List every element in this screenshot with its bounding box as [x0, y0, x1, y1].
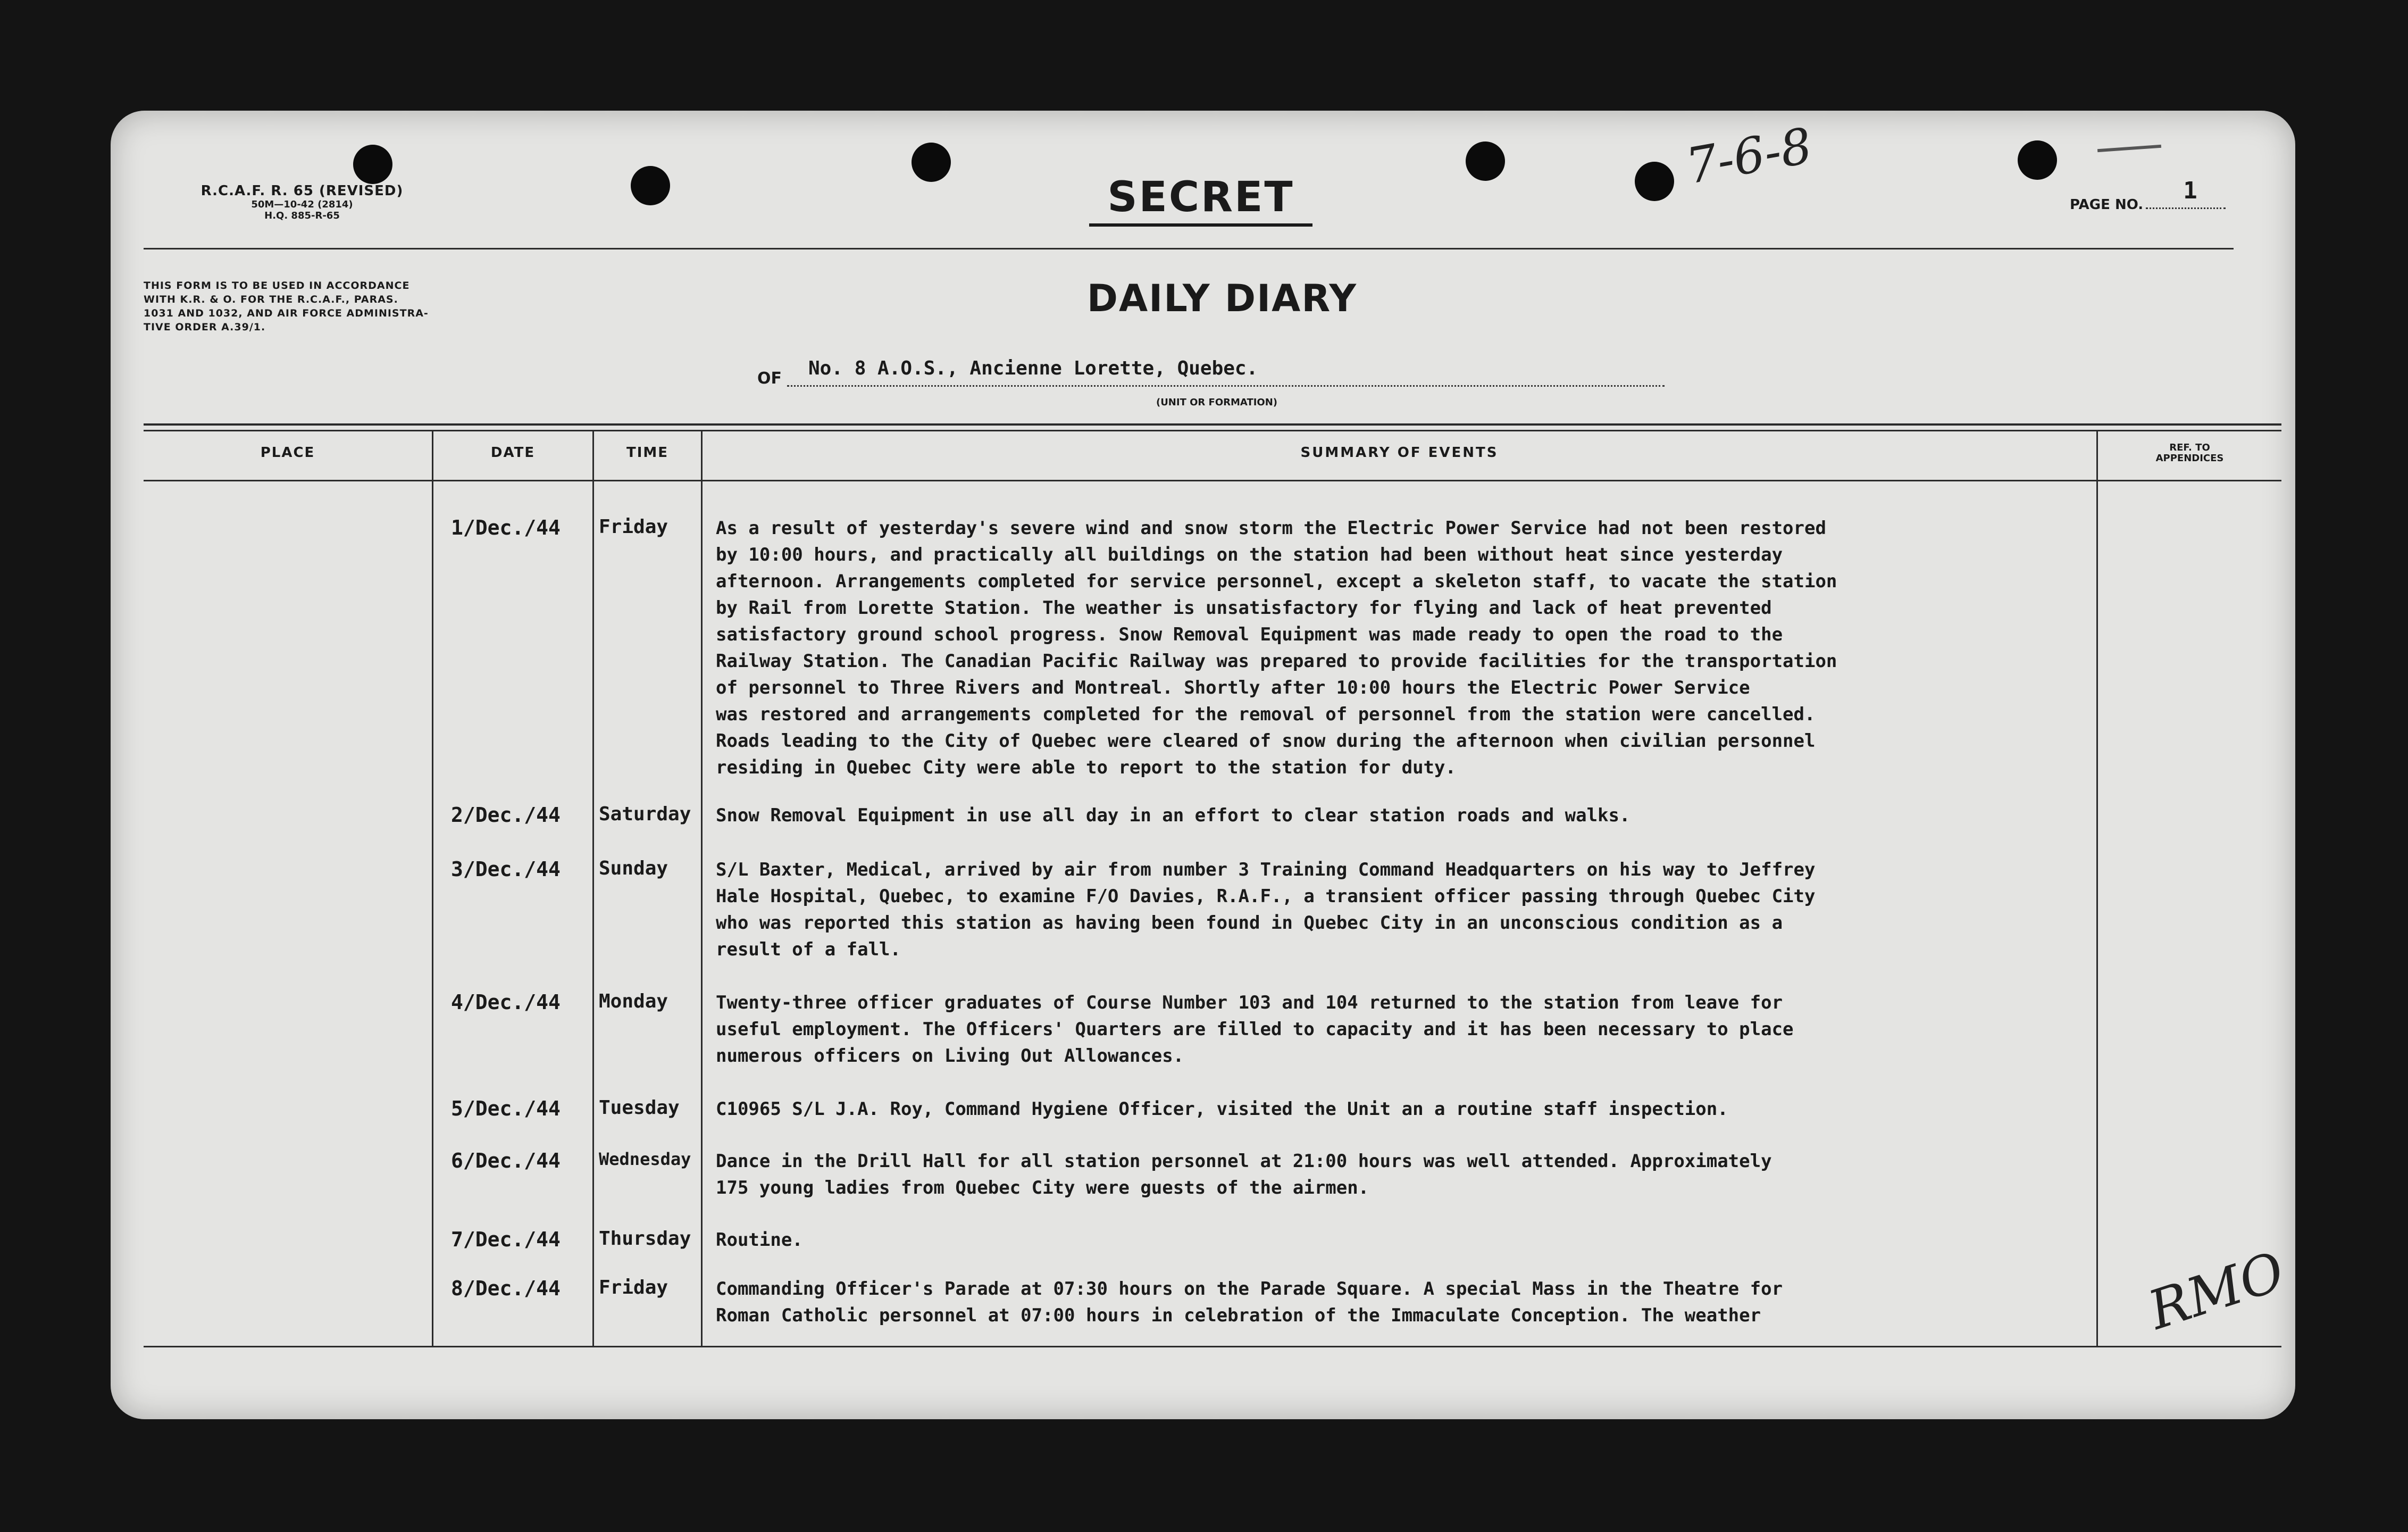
- entry-day: Friday: [599, 516, 668, 538]
- entry-summary-line: by 10:00 hours, and practically all buildings on the station had been without heat since yesterday: [716, 544, 1783, 565]
- punch-hole: [912, 143, 951, 182]
- page-number: 1: [2183, 177, 2197, 204]
- unit-caption: (UNIT OR FORMATION): [1156, 397, 1278, 408]
- entry-summary-line: Twenty-three officer graduates of Course Number 103 and 104 returned to the station from leave for: [716, 992, 1783, 1013]
- hq-line: H.Q. 885-R-65: [264, 210, 340, 221]
- punch-hole: [2018, 140, 2057, 180]
- entry-date: 5/Dec./44: [451, 1097, 561, 1120]
- column-header-summary: SUMMARY OF EVENTS: [1300, 445, 1499, 461]
- entry-summary-line: S/L Baxter, Medical, arrived by air from number 3 Training Command Headquarters on his way to Jeffrey: [716, 859, 1816, 880]
- pencil-mark: [2097, 145, 2161, 152]
- entry-day: Thursday: [599, 1228, 691, 1250]
- entry-summary-line: afternoon. Arrangements completed for service personnel, except a skeleton staff, to vacate the station: [716, 571, 1837, 592]
- column-header-place: PLACE: [260, 445, 315, 461]
- entry-summary-line: C10965 S/L J.A. Roy, Command Hygiene Officer, visited the Unit an a routine staff inspection.: [716, 1098, 1728, 1120]
- diary-form: [111, 111, 2295, 1419]
- entry-day: Tuesday: [599, 1097, 680, 1119]
- entry-date: 2/Dec./44: [451, 803, 561, 827]
- page-number-block: [2070, 177, 2226, 213]
- initials-signature: RMO: [2141, 1239, 2292, 1342]
- entry-summary-line: As a result of yesterday's severe wind and snow storm the Electric Power Service had not been restored: [716, 518, 1826, 539]
- punch-hole: [353, 145, 392, 184]
- entry-date: 6/Dec./44: [451, 1149, 561, 1172]
- entry-summary-line: Railway Station. The Canadian Pacific Railway was prepared to provide facilities for the transportation: [716, 651, 1837, 672]
- entry-summary-line: Hale Hospital, Quebec, to examine F/O Davies, R.A.F., a transient officer passing through Quebec City: [716, 886, 1816, 907]
- classification-label: SECRET: [1107, 173, 1294, 221]
- entry-summary-line: residing in Quebec City were able to report to the station for duty.: [716, 757, 1456, 778]
- form-number: R.C.A.F. R. 65 (REVISED): [200, 183, 404, 199]
- entry-summary-line: useful employment. The Officers' Quarters are filled to capacity and it has been necessary to place: [716, 1019, 1794, 1040]
- form-title: DAILY DIARY: [1086, 277, 1358, 320]
- form-instructions: THIS FORM IS TO BE USED IN ACCORDANCE WITH K.R. & O. FOR THE R.C.A.F., PARAS. 1031 AND 1032, AND AIR FORCE ADMINISTRA- TIVE ORDER A.39/1.: [144, 280, 429, 333]
- of-label: OF: [757, 369, 782, 388]
- entry-summary-line: Commanding Officer's Parade at 07:30 hours on the Parade Square. A special Mass in the Theatre for: [716, 1278, 1783, 1300]
- entry-date: 7/Dec./44: [451, 1228, 561, 1251]
- entry-summary-line: satisfactory ground school progress. Snow Removal Equipment was made ready to open the road to the: [716, 624, 1783, 645]
- entry-day: Saturday: [599, 803, 691, 825]
- entry-summary-line: by Rail from Lorette Station. The weather is unsatisfactory for flying and lack of heat prevented: [716, 597, 1772, 619]
- entry-summary-line: Roads leading to the City of Quebec were cleared of snow during the afternoon when civilian personnel: [716, 730, 1816, 752]
- entry-day: Wednesday: [599, 1149, 691, 1169]
- entry-summary-line: result of a fall.: [716, 939, 901, 960]
- entry-summary-line: Dance in the Drill Hall for all station personnel at 21:00 hours was well attended. Approximately: [716, 1151, 1772, 1172]
- entry-date: 4/Dec./44: [451, 990, 561, 1014]
- form-reference: [153, 183, 451, 221]
- entry-date: 3/Dec./44: [451, 857, 561, 881]
- entry-summary-line: who was reported this station as having been found in Quebec City in an unconscious condition as a: [716, 912, 1783, 934]
- entry-summary-line: Roman Catholic personnel at 07:00 hours in celebration of the Immaculate Conception. The weather: [716, 1305, 1761, 1326]
- punch-hole: [1466, 141, 1505, 181]
- entry-summary-line: was restored and arrangements completed for the removal of personnel from the station were cancelled.: [716, 704, 1816, 725]
- handwritten-reference: 7-6-8: [1682, 117, 1817, 195]
- entry-summary-line: 175 young ladies from Quebec City were guests of the airmen.: [716, 1177, 1369, 1198]
- page-label: PAGE NO.: [2070, 197, 2144, 213]
- punch-hole: [1635, 162, 1674, 201]
- column-header-date: DATE: [490, 445, 536, 461]
- print-line: 50M—10-42 (2814): [251, 199, 353, 210]
- entry-date: 1/Dec./44: [451, 516, 561, 539]
- entry-summary-line: of personnel to Three Rivers and Montreal. Shortly after 10:00 hours the Electric Power Service: [716, 677, 1750, 698]
- entry-date: 8/Dec./44: [451, 1277, 561, 1300]
- punch-hole: [631, 166, 670, 205]
- column-header-time: TIME: [626, 445, 669, 461]
- column-header-appendices: REF. TO APPENDICES: [2155, 442, 2224, 464]
- unit-name: No. 8 A.O.S., Ancienne Lorette, Quebec.: [808, 357, 1258, 379]
- entry-day: Sunday: [599, 857, 668, 879]
- entry-day: Friday: [599, 1277, 668, 1298]
- entry-summary-line: numerous officers on Living Out Allowances.: [716, 1045, 1184, 1067]
- entry-summary-line: Routine.: [716, 1229, 803, 1251]
- entry-day: Monday: [599, 990, 668, 1012]
- entry-summary-line: Snow Removal Equipment in use all day in an effort to clear station roads and walks.: [716, 805, 1631, 826]
- classification-block: [1068, 173, 1334, 227]
